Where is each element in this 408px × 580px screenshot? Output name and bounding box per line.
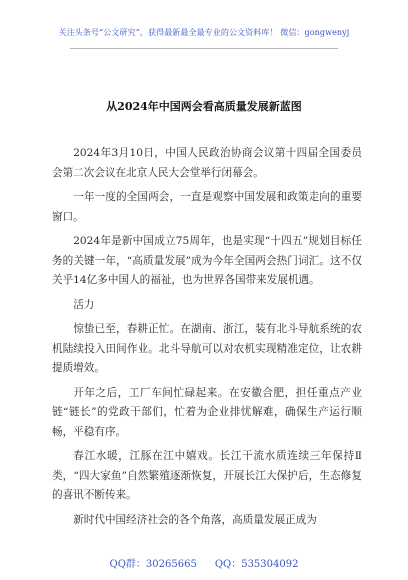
paragraph-6: 春江水暖，江豚在江中嬉戏。长江干流水质连续三年保持Ⅱ类，“四大家鱼”自然繁殖逐渐恢复，开展长江大保护后，生态修复的喜讯不断传来。 — [52, 450, 362, 501]
paragraph-1: 2024年3月10日，中国人民政治协商会议第十四届全国委员会第二次会议在北京人民大会堂举行闭幕会。 — [52, 147, 362, 179]
footer-qq-group: QQ群：30265665 — [109, 559, 197, 570]
document-title: 从2024年中国两会看高质量发展新蓝图 — [106, 100, 302, 113]
footer-contacts — [0, 555, 408, 570]
paragraph-3: 2024年是新中国成立75周年，也是实现“十四五”规划目标任务的关键一年，“高质量发展”成为今年全国两会热门词汇。这不仅关乎14亿多中国人的福祉，也为世界各国带来发展机遇。 — [52, 235, 362, 286]
footer-qq: QQ：535304092 — [214, 559, 299, 570]
paragraph-2: 一年一度的全国两会，一直是观察中国发展和政策走向的重要窗口。 — [52, 191, 362, 223]
paragraph-5: 开年之后，工厂车间忙碌起来。在安徽合肥，担任重点产业链“链长”的党政干部们，忙着为企业排忧解难，确保生产运行顺畅，平稳有序。 — [52, 386, 362, 438]
header-banner: 关注头条号“公文研究”，获得最新最全最专业的公文资料库！ 微信：gongwenyj — [58, 28, 350, 37]
header-divider — [70, 48, 338, 49]
section-heading-vitality: 活力 — [73, 298, 95, 311]
document-body — [52, 144, 362, 530]
paragraph-4: 惊蛰已至，春耕正忙。在湖南、浙江，装有北斗导航系统的农机陆续投入田间作业。北斗导航可以对农机实现精准定位，让农耕提质增效。 — [52, 323, 362, 374]
paragraph-7: 新时代中国经济社会的各个角落，高质量发展正成为 — [73, 513, 317, 526]
